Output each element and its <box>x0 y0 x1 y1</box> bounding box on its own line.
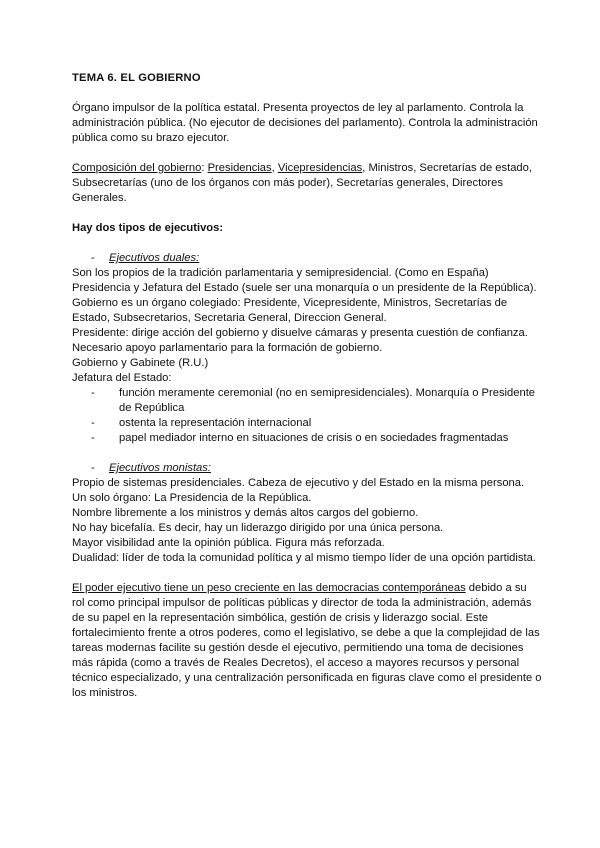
composicion-label: Composición del gobierno <box>72 162 202 174</box>
duales-line: Presidencia y Jefatura del Estado (suele ser una monarquía o un presidente de la República). <box>72 282 537 294</box>
spacer <box>72 446 542 461</box>
composicion-rest: , Ministros, Secretarías de estado, Subsecretarías (uno de los órganos con más poder), Secretarías generales, Directores Generales. <box>72 162 532 204</box>
list-item-text: ostenta la representación internacional <box>119 417 312 429</box>
jefatura-list <box>72 386 542 446</box>
duales-line: Gobierno es un órgano colegiado: Presidente, Vicepresidente, Ministros, Secretarías de Estado, Subsecretarios, Secretaria General, Direccion General. <box>72 297 508 324</box>
dash-marker: - <box>91 252 95 264</box>
spacer <box>72 566 542 581</box>
list-item-text: función meramente ceremonial (no en semipresidenciales). Monarquía o Presidente de República <box>119 387 536 414</box>
duales-line: Presidente: dirige acción del gobierno y disuelve cámaras y presenta cuestión de confianza. <box>72 327 528 339</box>
spacer <box>72 146 542 161</box>
composicion-item-presidencias: Presidencias <box>207 162 272 174</box>
dash-marker: - <box>91 432 95 444</box>
intro-paragraph: Órgano impulsor de la política estatal. Presenta proyectos de ley al parlamento. Controla la administración pública. (No ejecutor de decisiones del parlamento). Controla la administración pública como su brazo ejecutor. <box>72 102 538 144</box>
monistas-line: Propio de sistemas presidenciales. Cabeza de ejecutivo y del Estado en la misma persona. <box>72 477 525 489</box>
spacer <box>72 206 542 221</box>
poder-paragraph <box>72 581 542 701</box>
composicion-item-vicepresidencias: Vicepresidencias <box>277 162 363 174</box>
duales-line: Gobierno y Gabinete (R.U.) <box>72 357 209 369</box>
poder-rest: debido a su rol como principal impulsor de políticas públicas y director de toda la administración, además de su papel en la representación simbólica, gestión de crisis y liderazgo social. Este fortalecimiento frente a otros poderes, como el legislativo, se debe a que la complejidad de las tareas modernas facilite su gestión desde el ejecutivo, permitiendo una toma de decisiones más rápida (como a través de Reales Decretos), el acceso a mayores recursos y personal técnico especializado, y una centralización personificada en figuras clave como el presidente o los ministros. <box>72 582 542 699</box>
document-title: TEMA 6. EL GOBIERNO <box>72 72 201 84</box>
composicion-separator: , <box>271 162 278 174</box>
duales-label: Ejecutivos duales: <box>109 252 200 264</box>
poder-underlined: El poder ejecutivo tiene un peso creciente en las democracias contemporáneas <box>72 582 466 594</box>
duales-line: Jefatura del Estado: <box>72 372 172 384</box>
monistas-line: Dualidad: líder de toda la comunidad política y al mismo tiempo líder de una opción partidista. <box>72 552 536 564</box>
monistas-line: Mayor visibilidad ante la opinión pública. Figura más reforzada. <box>72 537 385 549</box>
composicion-paragraph <box>72 161 542 206</box>
dash-marker: - <box>91 417 95 429</box>
monistas-label: Ejecutivos monistas: <box>109 462 211 474</box>
duales-line: Necesario apoyo parlamentario para la formación de gobierno. <box>72 342 383 354</box>
tipos-heading: Hay dos tipos de ejecutivos: <box>72 222 224 234</box>
monistas-subheading <box>72 461 542 476</box>
list-item-text: papel mediador interno en situaciones de crisis o en sociedades fragmentadas <box>119 432 509 444</box>
monistas-line: Nombre libremente a los ministros y demás altos cargos del gobierno. <box>72 507 419 519</box>
duales-subheading <box>72 251 542 266</box>
monistas-line: Un solo órgano: La Presidencia de la República. <box>72 492 312 504</box>
list-item <box>72 416 542 431</box>
dash-marker: - <box>91 387 95 399</box>
dash-marker: - <box>91 462 95 474</box>
duales-line: Son los propios de la tradición parlamentaria y semipresidencial. (Como en España) <box>72 267 489 279</box>
composicion-colon: : <box>201 162 208 174</box>
list-item <box>72 386 542 416</box>
document-page <box>72 71 542 701</box>
list-item <box>72 431 542 446</box>
monistas-line: No hay bicefalía. Es decir, hay un liderazgo dirigido por una única persona. <box>72 522 444 534</box>
